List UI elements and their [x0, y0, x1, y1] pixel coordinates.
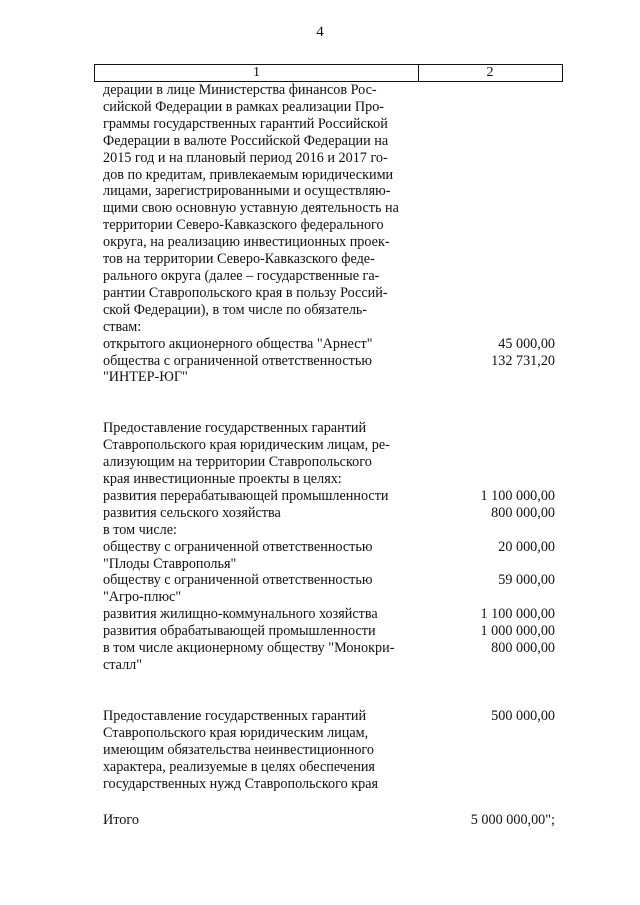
table-row — [103, 623, 563, 640]
row-value: 20 000,00 — [498, 538, 555, 555]
row-description: Предоставление государственных гарантий Ставропольского края юридическим лицам, ре- ализующим на территории Ставропольского края инвестиционные проекты в целях: — [103, 420, 390, 488]
row-value: 500 000,00 — [491, 707, 555, 724]
row-value: 1 100 000,00 — [480, 606, 555, 623]
row-description: обществу с ограниченной ответственностью "Плоды Ставрополья" — [103, 538, 373, 572]
row-value: 800 000,00 — [491, 504, 555, 521]
table-row — [103, 488, 563, 505]
row-value: 1 000 000,00 — [480, 623, 555, 640]
row-value: 132 731,20 — [491, 352, 555, 369]
row-value: 59 000,00 — [498, 572, 555, 589]
row-description: дерации в лице Министерства финансов Рос- сийской Федерации в рамках реализации Про- граммы государственных гарантий Российской Федерации в валюте Российской Федерации на 2015 год и на плановый период 2016 и 2017 го- дов по кредитам, привлекаемым юридическими лицами, зарегистрированными и осуществляю- щими свою основную уставную деятельность на территории Северо-Кавказского федерального округа, на реализацию инвестиционных проек- тов на территории Северо-Кавказского феде- рального округа (далее – государственные га- рантии Ставропольского края в пользу Россий- ской Федерации), в том числе по обязатель- ствам: — [103, 82, 399, 335]
table-row — [103, 82, 563, 336]
table-row — [103, 420, 563, 488]
table-row — [103, 353, 563, 387]
row-value: 800 000,00 — [491, 640, 555, 657]
column-1-header: 1 — [95, 65, 419, 81]
total-value: 5 000 000,00"; — [470, 812, 555, 829]
row-description: Предоставление государственных гарантий Ставропольского края юридическим лицам, имеющим обязательства неинвестиционного характера, реализуемые в целях обеспечения государственных нужд Ставропольского края — [103, 707, 379, 792]
row-value: 1 100 000,00 — [480, 487, 555, 504]
spacer — [103, 792, 563, 812]
spacer — [103, 674, 563, 708]
row-value: 45 000,00 — [498, 335, 555, 352]
column-2-header: 2 — [486, 65, 494, 80]
table-body — [103, 82, 563, 829]
row-description: в том числе акционерному обществу "Монокри- сталл" — [103, 640, 395, 673]
table-row — [103, 572, 563, 606]
row-description: общества с ограниченной ответственностью "ИНТЕР-ЮГ" — [103, 352, 372, 386]
total-row — [103, 812, 563, 829]
total-label: Итого — [103, 812, 139, 829]
row-description: развития жилищно-коммунального хозяйства — [103, 606, 378, 623]
row-description: развития сельского хозяйства в том числе: — [103, 504, 281, 538]
table-row — [103, 505, 563, 539]
row-description: развития перерабатывающей промышленности — [103, 487, 389, 504]
spacer — [103, 386, 563, 420]
row-description: обществу с ограниченной ответственностью "Агро-плюс" — [103, 572, 373, 606]
table-header — [94, 64, 563, 82]
table-row — [103, 640, 563, 674]
page-number: 4 — [316, 24, 324, 40]
row-description: развития обрабатывающей промышленности — [103, 623, 376, 640]
table-row — [103, 539, 563, 573]
table-row — [103, 606, 563, 623]
table-row — [103, 708, 563, 793]
table-row — [103, 336, 563, 353]
row-description: открытого акционерного общества "Арнест" — [103, 335, 373, 352]
